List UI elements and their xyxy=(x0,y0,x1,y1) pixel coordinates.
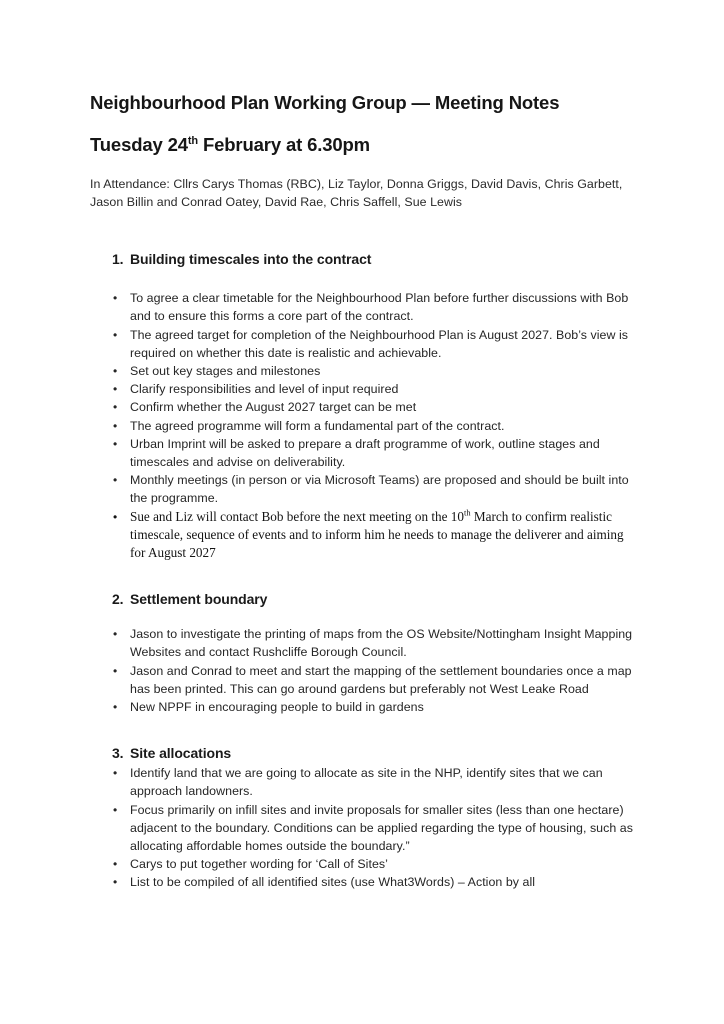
section-site-allocations xyxy=(90,743,640,891)
bullet-text: List to be compiled of all identified sites (use What3Words) – Action by all xyxy=(130,875,536,890)
bullet-text: Jason and Conrad to meet and start the mapping of the settlement boundaries once a map has been printed. This can go around gardens but preferably not West Leake Road xyxy=(130,663,632,696)
list-item xyxy=(90,855,640,873)
list-item xyxy=(90,471,640,507)
date-text-end: February at 6.30pm xyxy=(198,134,370,155)
bullet-text xyxy=(130,508,640,563)
section-2-bullet-list xyxy=(90,625,640,716)
document-title: Neighbourhood Plan Working Group — Meeting Notes xyxy=(90,92,560,113)
list-item xyxy=(90,435,640,471)
bullet-text: The agreed target for completion of the Neighbourhood Plan is August 2027. Bob’s view is required on whether this date is realistic and achievable. xyxy=(130,327,629,360)
bullet-icon: • xyxy=(113,291,118,306)
bullet-icon: • xyxy=(113,400,118,415)
section-title: Building timescales into the contract xyxy=(130,251,372,268)
date-text-start: Tuesday 24 xyxy=(90,134,188,155)
section-1-bullet-list xyxy=(90,289,640,562)
bullet-icon: • xyxy=(113,473,118,488)
bullet-text: Jason to investigate the printing of maps from the OS Website/Nottingham Insight Mapping Websites and contact Rushcliffe Borough Council. xyxy=(130,627,633,660)
list-item-serif xyxy=(90,508,640,563)
list-item xyxy=(90,326,640,362)
section-building-timescales xyxy=(90,249,640,562)
section-number: 1. xyxy=(112,251,124,268)
bullet-text: The agreed programme will form a fundamental part of the contract. xyxy=(130,418,505,433)
date-ordinal-superscript: th xyxy=(187,134,198,147)
bullet-icon: • xyxy=(113,700,118,715)
bullet-text: Confirm whether the August 2027 target can be met xyxy=(130,400,417,415)
section-3-bullet-list xyxy=(90,764,640,891)
bullet-icon: • xyxy=(113,875,118,890)
list-item xyxy=(90,698,640,716)
list-item xyxy=(90,625,640,661)
attendance-line: In Attendance: Cllrs Carys Thomas (RBC), Liz Taylor, Donna Griggs, David Davis, Chris Garbett, Jason Billin and Conrad Oatey, David Rae, Chris Saffell, Sue Lewis xyxy=(90,177,623,209)
bullet-text: To agree a clear timetable for the Neighbourhood Plan before further discussions with Bob and to ensure this forms a core part of the contract. xyxy=(130,291,629,324)
list-item xyxy=(90,380,640,398)
bullet-text: New NPPF in encouraging people to build in gardens xyxy=(130,700,424,715)
list-item xyxy=(90,764,640,800)
bullet-text: Clarify responsibilities and level of input required xyxy=(130,382,399,397)
bullet-icon: • xyxy=(113,627,118,642)
bullet-icon: • xyxy=(113,766,118,781)
ordinal-superscript: th xyxy=(464,507,471,518)
section-title: Site allocations xyxy=(130,745,232,762)
serif-text-start: Sue and Liz will contact Bob before the next meeting on the 10 xyxy=(130,508,464,524)
bullet-icon: • xyxy=(113,418,118,433)
bullet-icon: • xyxy=(113,364,118,378)
section-2-heading xyxy=(90,589,640,609)
list-item xyxy=(90,801,640,856)
bullet-icon: • xyxy=(113,663,118,678)
bullet-icon: • xyxy=(113,857,118,872)
bullet-icon: • xyxy=(113,802,118,817)
bullet-text: Identify land that we are going to allocate as site in the NHP, identify sites that we can approach landowners. xyxy=(130,766,603,799)
bullet-text: Monthly meetings (in person or via Microsoft Teams) are proposed and should be built into the programme. xyxy=(130,473,629,506)
list-item xyxy=(90,362,640,380)
bullet-icon: • xyxy=(113,382,118,397)
bullet-text: Focus primarily on infill sites and invite proposals for smaller sites (less than one hectare) adjacent to the boundary. Conditions can be applied regarding the type of housing, such as allocating affordable homes outside the boundary.” xyxy=(130,802,633,854)
bullet-text: Urban Imprint will be asked to prepare a draft programme of work, outline stages and timescales and advise on deliverability. xyxy=(130,436,600,470)
bullet-text: Set out key stages and milestones xyxy=(130,364,321,378)
list-item xyxy=(90,398,640,416)
list-item xyxy=(90,289,640,325)
bullet-icon: • xyxy=(113,436,118,451)
list-item xyxy=(90,873,640,891)
section-1-heading xyxy=(90,249,640,269)
bullet-icon: • xyxy=(113,509,118,524)
section-3-heading xyxy=(90,743,640,763)
document-date-heading xyxy=(90,134,640,156)
section-title: Settlement boundary xyxy=(130,591,268,608)
section-number: 3. xyxy=(112,745,124,762)
bullet-text: Carys to put together wording for ‘Call of Sites’ xyxy=(130,857,388,872)
serif-text-end: March to confirm realistic timescale, sequence of events and to inform him he needs to manage the deliverer and aiming for August 2027 xyxy=(130,508,624,561)
bullet-icon: • xyxy=(113,327,118,342)
list-item xyxy=(90,662,640,698)
list-item xyxy=(90,417,640,435)
section-settlement-boundary xyxy=(90,589,640,716)
section-number: 2. xyxy=(112,591,124,608)
